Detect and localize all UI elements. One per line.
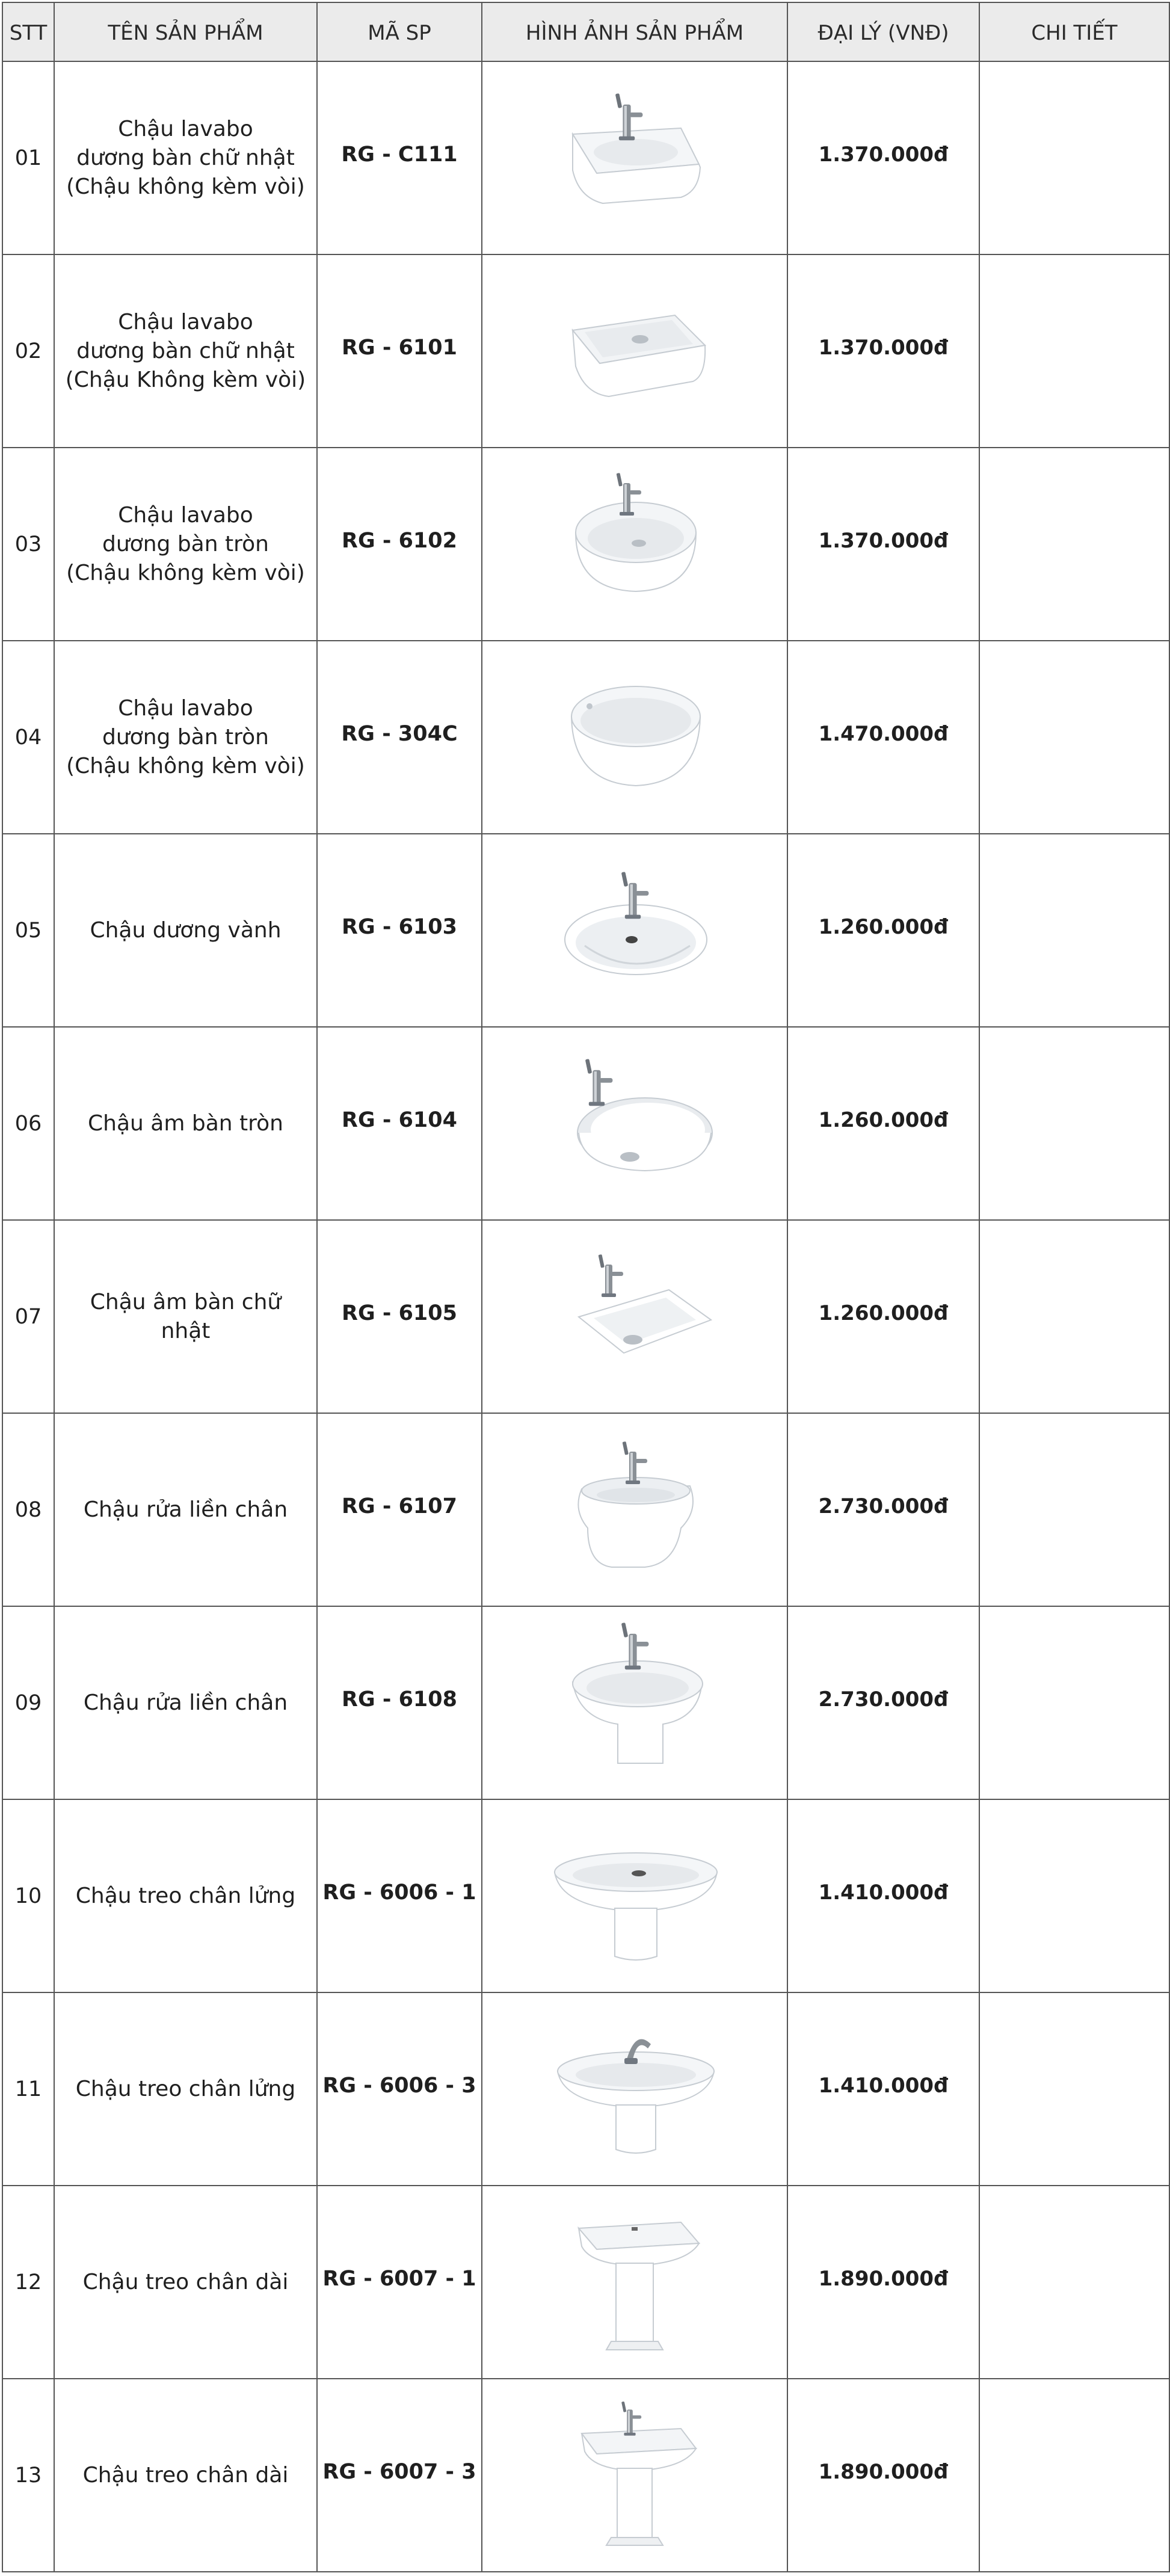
rect-basin-icon	[482, 261, 787, 442]
row-number: 01	[2, 61, 54, 254]
row-number: 03	[2, 448, 54, 641]
row-number: 08	[2, 1413, 54, 1606]
product-image-cell	[482, 1992, 787, 2186]
detail-cell	[979, 1027, 1169, 1220]
product-name-line: Chậu treo chân lửng	[75, 1883, 296, 1908]
product-name	[54, 1992, 317, 2186]
dealer-price	[787, 641, 979, 834]
product-name-line: (Chậu Không kèm vòi)	[65, 367, 306, 392]
product-name-line: Chậu lavabo	[118, 695, 253, 721]
product-name-line: dương bàn tròn	[102, 531, 269, 556]
detail-cell	[979, 2186, 1169, 2379]
pedestal-basin-icon	[482, 2192, 787, 2373]
dealer-price-text: 1.370.000đ	[818, 528, 949, 553]
product-code-text: RG - C111	[341, 142, 458, 167]
price-table	[2, 2, 1170, 2572]
dealer-price	[787, 1992, 979, 2186]
product-image-cell	[482, 254, 787, 448]
round-basin-faucet-icon	[482, 454, 787, 635]
product-code	[317, 1220, 482, 1413]
round-bowl-icon	[482, 647, 787, 828]
detail-cell	[979, 61, 1169, 254]
row-number: 07	[2, 1220, 54, 1413]
table-row	[2, 254, 1169, 448]
table-row	[2, 1799, 1169, 1992]
undermount-rect-icon	[482, 1227, 787, 1407]
header-code: MÃ SP	[317, 2, 482, 61]
detail-cell	[979, 1606, 1169, 1799]
detail-cell	[979, 1413, 1169, 1606]
product-image-cell	[482, 641, 787, 834]
product-name	[54, 254, 317, 448]
product-image-cell	[482, 1799, 787, 1992]
product-code	[317, 2379, 482, 2572]
row-number: 09	[2, 1606, 54, 1799]
product-name-line: Chậu lavabo	[118, 116, 253, 141]
product-code	[317, 1413, 482, 1606]
product-code	[317, 1992, 482, 2186]
product-name-line: (Chậu không kèm vòi)	[66, 753, 305, 778]
product-name-line: Chậu rửa liền chân	[83, 1497, 288, 1522]
product-name-line: Chậu rửa liền chân	[83, 1690, 288, 1715]
product-name	[54, 2379, 317, 2572]
detail-cell	[979, 641, 1169, 834]
product-name-line: dương bàn tròn	[102, 724, 269, 750]
header-row	[2, 2, 1169, 61]
product-name-line: Chậu âm bàn chữ nhật	[90, 1289, 282, 1343]
product-name	[54, 1413, 317, 1606]
table-row	[2, 1413, 1169, 1606]
table-row	[2, 1992, 1169, 2186]
dealer-price-text: 2.730.000đ	[818, 1494, 949, 1518]
table-row	[2, 2379, 1169, 2572]
product-name-line: Chậu treo chân dài	[82, 2269, 289, 2294]
product-name	[54, 448, 317, 641]
dealer-price-text: 1.410.000đ	[818, 1880, 949, 1905]
product-image-cell	[482, 1413, 787, 1606]
product-image-cell	[482, 834, 787, 1027]
product-name-line: Chậu âm bàn tròn	[88, 1111, 283, 1136]
product-code-text: RG - 6103	[342, 914, 457, 939]
product-name	[54, 1027, 317, 1220]
product-code-text: RG - 6105	[342, 1301, 457, 1325]
product-name-line: Chậu treo chân lửng	[75, 2076, 296, 2101]
dealer-price-text: 1.890.000đ	[818, 2459, 949, 2484]
undermount-round-icon	[482, 1034, 787, 1214]
product-name-line: Chậu lavabo	[118, 309, 253, 334]
header-detail: CHI TIẾT	[979, 2, 1169, 61]
dealer-price-text: 1.410.000đ	[818, 2073, 949, 2098]
product-name	[54, 1220, 317, 1413]
header-name: TÊN SẢN PHẨM	[54, 2, 317, 61]
row-number: 06	[2, 1027, 54, 1220]
product-name	[54, 834, 317, 1027]
dealer-price	[787, 2186, 979, 2379]
product-image-cell	[482, 61, 787, 254]
product-code-text: RG - 304C	[341, 721, 458, 746]
row-number: 02	[2, 254, 54, 448]
product-code-text: RG - 6104	[342, 1108, 457, 1132]
product-image-cell	[482, 1606, 787, 1799]
detail-cell	[979, 1992, 1169, 2186]
dealer-price-text: 1.260.000đ	[818, 1301, 949, 1325]
table-row	[2, 834, 1169, 1027]
dealer-price	[787, 1799, 979, 1992]
dealer-price-text: 1.890.000đ	[818, 2266, 949, 2291]
product-name-line: Chậu lavabo	[118, 502, 253, 528]
product-code-text: RG - 6006 - 3	[322, 2073, 476, 2098]
rect-basin-faucet-icon	[482, 68, 787, 248]
product-code	[317, 1606, 482, 1799]
product-code-text: RG - 6006 - 1	[322, 1880, 476, 1905]
header-stt: STT	[2, 2, 54, 61]
product-image-cell	[482, 448, 787, 641]
header-image: HÌNH ẢNH SẢN PHẨM	[482, 2, 787, 61]
product-code-text: RG - 6102	[342, 528, 457, 553]
product-image-cell	[482, 1220, 787, 1413]
product-image-cell	[482, 1027, 787, 1220]
product-name-line: Chậu dương vành	[90, 917, 282, 943]
dealer-price	[787, 448, 979, 641]
detail-cell	[979, 254, 1169, 448]
product-code-text: RG - 6107	[342, 1494, 457, 1518]
product-code-text: RG - 6108	[342, 1687, 457, 1712]
product-code	[317, 61, 482, 254]
dealer-price	[787, 1027, 979, 1220]
row-number: 13	[2, 2379, 54, 2572]
product-code-text: RG - 6101	[342, 335, 457, 360]
table-row	[2, 1220, 1169, 1413]
dealer-price	[787, 1220, 979, 1413]
product-name	[54, 641, 317, 834]
table-row	[2, 448, 1169, 641]
dealer-price	[787, 1413, 979, 1606]
product-code	[317, 254, 482, 448]
product-image-cell	[482, 2379, 787, 2572]
dealer-price-text: 2.730.000đ	[818, 1687, 949, 1712]
semi-pedestal-faucet-icon	[482, 1999, 787, 2180]
product-name-line: (Chậu không kèm vòi)	[66, 174, 305, 199]
dealer-price-text: 1.260.000đ	[818, 914, 949, 939]
drop-in-basin-icon	[482, 840, 787, 1021]
product-code	[317, 1027, 482, 1220]
row-number: 12	[2, 2186, 54, 2379]
dealer-price	[787, 61, 979, 254]
product-image-cell	[482, 2186, 787, 2379]
product-code-text: RG - 6007 - 3	[322, 2459, 476, 2484]
table-row	[2, 1606, 1169, 1799]
product-name	[54, 1606, 317, 1799]
product-name-line: dương bàn chữ nhật	[76, 145, 295, 170]
product-code	[317, 448, 482, 641]
product-code	[317, 2186, 482, 2379]
detail-cell	[979, 448, 1169, 641]
row-number: 04	[2, 641, 54, 834]
wall-basin-oval-icon	[482, 1613, 787, 1793]
table-row	[2, 61, 1169, 254]
product-code-text: RG - 6007 - 1	[322, 2266, 476, 2291]
product-code	[317, 1799, 482, 1992]
row-number: 11	[2, 1992, 54, 2186]
product-code	[317, 641, 482, 834]
wall-basin-square-icon	[482, 1420, 787, 1600]
detail-cell	[979, 1799, 1169, 1992]
dealer-price	[787, 2379, 979, 2572]
product-name	[54, 1799, 317, 1992]
dealer-price-text: 1.370.000đ	[818, 335, 949, 360]
header-price: ĐẠI LÝ (VNĐ)	[787, 2, 979, 61]
product-name-line: Chậu treo chân dài	[82, 2462, 289, 2488]
dealer-price	[787, 834, 979, 1027]
row-number: 05	[2, 834, 54, 1027]
dealer-price-text: 1.470.000đ	[818, 721, 949, 746]
dealer-price-text: 1.370.000đ	[818, 142, 949, 167]
table-row	[2, 641, 1169, 834]
pedestal-basin-faucet-icon	[482, 2385, 787, 2566]
product-name-line: (Chậu không kèm vòi)	[66, 560, 305, 585]
detail-cell	[979, 1220, 1169, 1413]
dealer-price-text: 1.260.000đ	[818, 1108, 949, 1132]
semi-pedestal-icon	[482, 1806, 787, 1986]
dealer-price	[787, 254, 979, 448]
product-name-line: dương bàn chữ nhật	[76, 338, 295, 363]
dealer-price	[787, 1606, 979, 1799]
table-row	[2, 1027, 1169, 1220]
product-name	[54, 61, 317, 254]
product-name	[54, 2186, 317, 2379]
product-code	[317, 834, 482, 1027]
row-number: 10	[2, 1799, 54, 1992]
table-row	[2, 2186, 1169, 2379]
detail-cell	[979, 834, 1169, 1027]
detail-cell	[979, 2379, 1169, 2572]
